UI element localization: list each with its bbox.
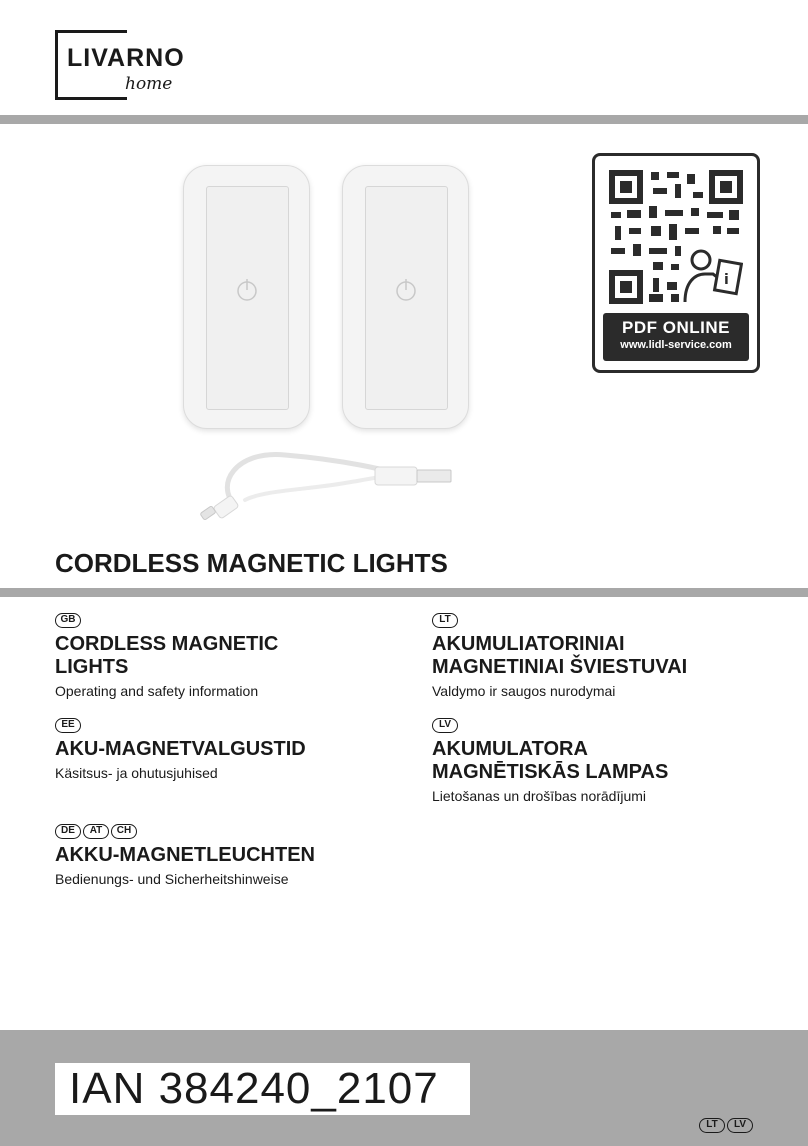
power-icon (207, 187, 288, 409)
mid-divider (0, 588, 808, 597)
brand-sub: home (125, 74, 173, 94)
country-badge: DE (55, 824, 81, 839)
lang-subtitle: Lietošanas un drošības norādījumi (432, 788, 647, 804)
lamp-right (342, 165, 469, 429)
qr-code-icon (609, 170, 743, 304)
lang-subtitle: Valdymo ir saugos nurodymai (432, 683, 616, 699)
footer-band (0, 1030, 808, 1146)
footer-badges (699, 1118, 753, 1133)
lang-subtitle: Käsitsus- ja ohutusjuhised (55, 765, 218, 781)
top-divider (0, 115, 808, 124)
product-title: CORDLESS MAGNETIC LIGHTS (55, 548, 448, 578)
qr-title: PDF ONLINE (622, 318, 730, 337)
qr-code-box[interactable] (592, 153, 760, 373)
qr-url[interactable]: www.lidl-service.com (620, 339, 732, 351)
country-badge: CH (111, 824, 137, 839)
country-badge: GB (55, 613, 81, 628)
lang-title: AKKU-MAGNETLEUCHTEN (55, 844, 315, 866)
lang-block-lv (432, 718, 792, 804)
lang-block-ee (55, 718, 415, 781)
country-badge: EE (55, 718, 81, 733)
country-badge: AT (83, 824, 109, 839)
lang-title: AKU-MAGNETVALGUSTID (55, 738, 306, 760)
svg-text:i: i (724, 272, 729, 288)
product-image (175, 160, 475, 530)
usb-cable-icon (195, 445, 465, 525)
lamp-left (183, 165, 310, 429)
lang-subtitle: Bedienungs- und Sicherheitshinweise (55, 871, 289, 887)
ian-number: IAN 384240_2107 (69, 1064, 439, 1113)
lang-block-lt (432, 613, 792, 699)
brand-name: LIVARNO (67, 44, 185, 72)
lang-title: AKUMULIATORINIAI MAGNETINIAI ŠVIESTUVAI (432, 633, 688, 678)
lang-title: CORDLESS MAGNETIC LIGHTS (55, 633, 279, 678)
country-badge: LT (699, 1118, 725, 1133)
power-icon (366, 187, 447, 409)
country-badge: LV (432, 718, 458, 733)
brand-logo (55, 30, 205, 102)
country-badge: LV (727, 1118, 753, 1133)
lang-subtitle: Operating and safety information (55, 683, 259, 699)
lamp-panel (206, 186, 289, 410)
lang-block-gb (55, 613, 415, 699)
ian-box (55, 1063, 470, 1115)
country-badge: LT (432, 613, 458, 628)
lang-title: AKUMULATORA MAGNĒTISKĀS LAMPAS (432, 738, 669, 783)
lang-block-de (55, 824, 415, 887)
pdf-online-band (603, 313, 749, 361)
lamp-panel (365, 186, 448, 410)
